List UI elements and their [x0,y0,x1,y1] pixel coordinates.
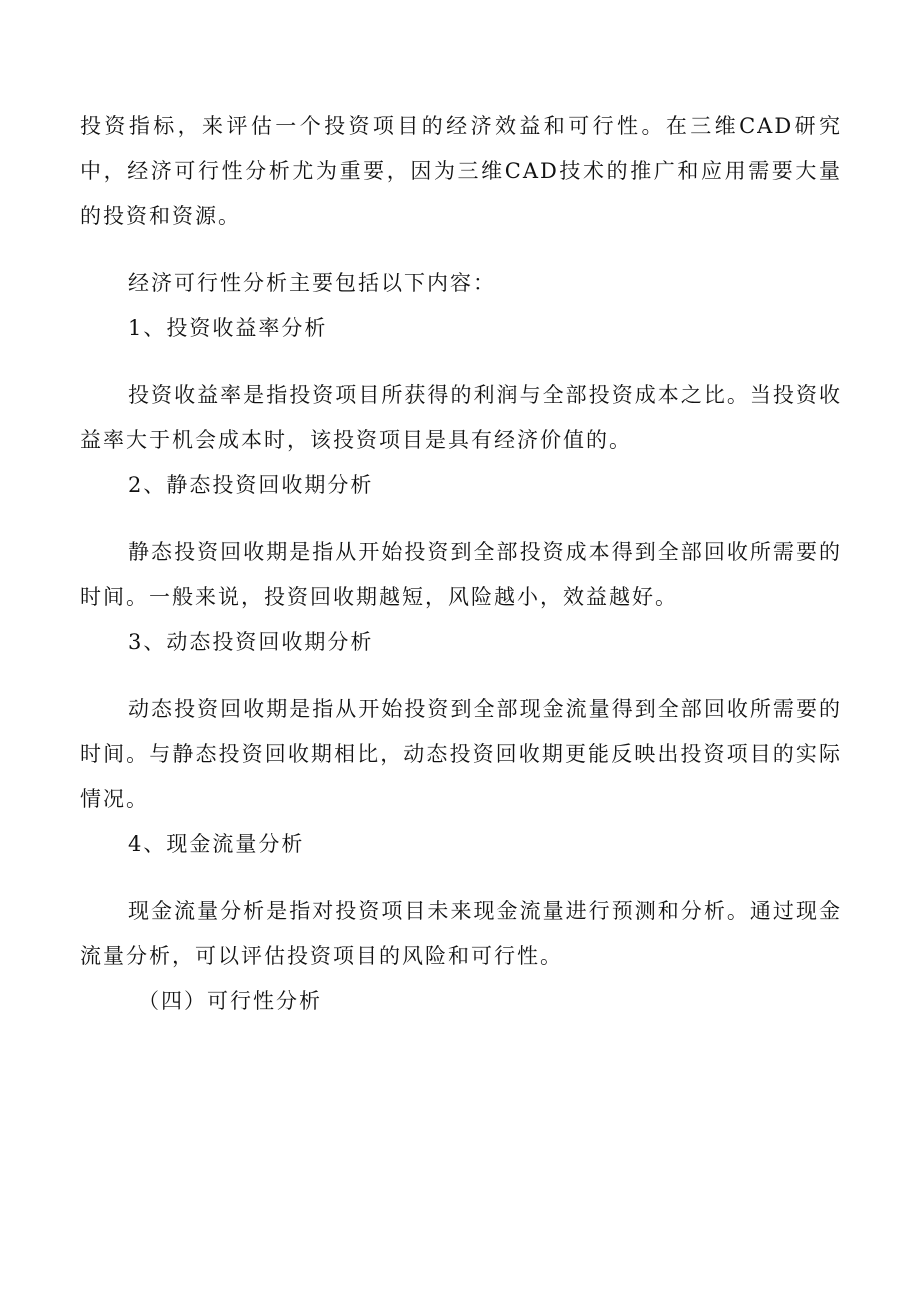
heading-static-payback: 2、静态投资回收期分析 [128,473,374,497]
paragraph-cash-flow: 现金流量分析是指对投资项目未来现金流量进行预测和分析。通过现金流量分析，可以评估投资项目的风险和可行性。 [80,899,842,968]
paragraph-intro: 经济可行性分析主要包括以下内容： [128,271,496,295]
heading-cash-flow: 4、现金流量分析 [128,832,305,856]
paragraph-static-payback: 静态投资回收期是指从开始投资到全部投资成本得到全部回收所需要的时间。一般来说，投资回收期越短，风险越小，效益越好。 [80,540,842,609]
paragraph-continuation: 投资指标，来评估一个投资项目的经济效益和可行性。在三维CAD研究中，经济可行性分析尤为重要，因为三维CAD技术的推广和应用需要大量的投资和资源。 [80,114,842,228]
heading-roi-analysis: 1、投资收益率分析 [128,316,328,340]
heading-dynamic-payback: 3、动态投资回收期分析 [128,630,374,654]
document-body [80,104,842,1024]
paragraph-roi: 投资收益率是指投资项目所获得的利润与全部投资成本之比。当投资收益率大于机会成本时，该投资项目是具有经济价值的。 [80,383,842,452]
section-heading-feasibility: （四）可行性分析 [138,989,322,1013]
paragraph-dynamic-payback: 动态投资回收期是指从开始投资到全部现金流量得到全部回收所需要的时间。与静态投资回收期相比，动态投资回收期更能反映出投资项目的实际情况。 [80,697,842,811]
